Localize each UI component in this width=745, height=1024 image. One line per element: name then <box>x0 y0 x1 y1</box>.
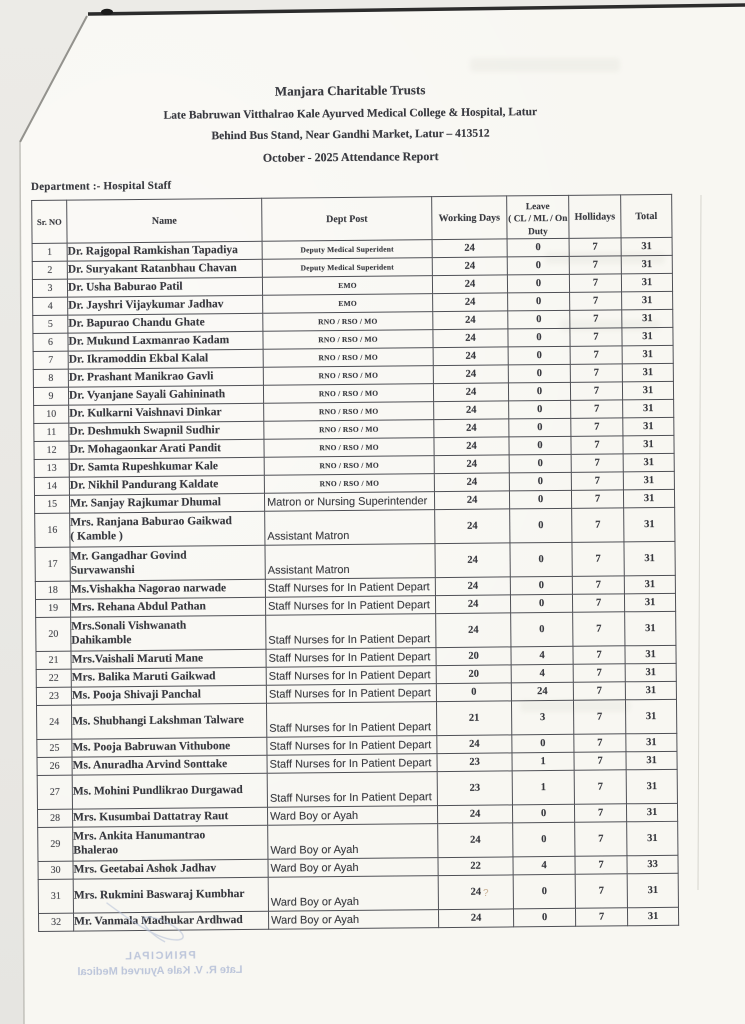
cell-holidays: 7 <box>575 856 627 874</box>
cell-working-days: 22 <box>438 857 513 876</box>
cell-working-days: 24 <box>437 805 512 824</box>
cell-dept-post: Deputy Medical Superident <box>262 240 432 260</box>
cell-working-days: 20 <box>436 647 511 666</box>
cell-working-days: 24 <box>432 275 507 294</box>
cell-working-days: 24 <box>435 543 510 578</box>
cell-working-days: 24 <box>433 365 508 384</box>
cell-name: Dr. Kulkarni Vaishnavi Dinkar <box>69 403 264 423</box>
cell-leave: 0 <box>513 874 575 909</box>
cell-working-days: 24 <box>433 383 508 402</box>
cell-total: 31 <box>622 309 673 327</box>
cell-total: 31 <box>623 435 674 453</box>
cell-total: 31 <box>622 345 673 363</box>
cell-leave: 0 <box>510 594 572 613</box>
cell-working-days: 24 <box>438 823 513 858</box>
cell-leave: 0 <box>513 822 575 857</box>
cell-sr-no: 6 <box>33 333 68 351</box>
cell-total: 31 <box>624 507 675 541</box>
cell-holidays: 7 <box>573 700 625 734</box>
cell-dept-post: Matron or Nursing Superintender <box>264 492 434 512</box>
header-working-days: Working Days <box>432 196 507 240</box>
cell-total: 31 <box>625 663 676 681</box>
cell-working-days: 21 <box>436 701 511 736</box>
cell-dept-post: Ward Boy or Ayah <box>268 910 438 930</box>
cell-sr-no: 9 <box>33 387 68 405</box>
cell-working-days: 24 <box>434 419 509 438</box>
cell-name: Dr. Mohagaonkar Arati Pandit <box>69 439 264 459</box>
cell-total: 31 <box>627 873 678 907</box>
cell-holidays: 7 <box>572 576 624 594</box>
cell-name: Mr. Vanmala Madhukar Ardhwad <box>73 911 268 931</box>
cell-dept-post: RNO / RSO / MO <box>263 348 433 368</box>
header-name: Name <box>67 198 262 243</box>
cell-total: 31 <box>624 575 675 593</box>
cell-name: Mrs.Vaishali Maruti Mane <box>71 649 266 669</box>
cell-holidays: 7 <box>574 770 626 804</box>
header-leave-line2: ( CL / ML / On <box>508 213 568 225</box>
stray-ink-mark: ? <box>483 888 489 899</box>
cell-holidays: 7 <box>571 436 623 454</box>
cell-total: 31 <box>622 381 673 399</box>
cell-leave: 0 <box>511 612 573 647</box>
cell-sr-no: 4 <box>33 297 68 315</box>
department-label: Department :- Hospital Staff <box>30 179 172 193</box>
cell-name: Mrs.Sonali Vishwanath Dahikamble <box>71 615 266 651</box>
cell-leave: 0 <box>510 542 572 577</box>
cell-name: Dr. Jayshri Vijaykumar Jadhav <box>68 295 263 315</box>
cell-leave: 0 <box>512 804 574 823</box>
cell-total: 31 <box>627 821 678 855</box>
table-header-row <box>32 194 672 243</box>
cell-leave: 4 <box>511 664 573 683</box>
cell-sr-no: 22 <box>36 669 71 687</box>
cell-name: Dr. Nikhil Pandurang Kaldate <box>69 475 264 495</box>
attendance-table-body <box>32 237 679 931</box>
cell-total: 31 <box>622 327 673 345</box>
cell-working-days: 24 <box>434 437 509 456</box>
cell-working-days: 20 <box>436 665 511 684</box>
cell-name: Dr. Ikramoddin Ekbal Kalal <box>68 349 263 369</box>
cell-sr-no: 14 <box>34 477 69 495</box>
bleedthrough-smudge <box>470 58 620 72</box>
cell-leave: 0 <box>507 256 569 275</box>
scanner-edge-blob <box>101 9 113 15</box>
cell-sr-no: 17 <box>35 547 70 581</box>
stamp-principal-text: PRINCIPAL <box>123 949 196 963</box>
cell-holidays: 7 <box>569 256 621 274</box>
cell-dept-post: Ward Boy or Ayah <box>268 858 438 878</box>
cell-sr-no: 5 <box>33 315 68 333</box>
cell-leave: 0 <box>510 576 572 595</box>
cell-dept-post: RNO / RSO / MO <box>263 366 433 386</box>
cell-total: 31 <box>623 399 674 417</box>
cell-dept-post: Deputy Medical Superident <box>262 258 432 278</box>
cell-sr-no: 24 <box>37 705 72 739</box>
cell-sr-no: 27 <box>37 775 72 809</box>
cell-dept-post: RNO / RSO / MO <box>264 474 434 494</box>
cell-sr-no: 3 <box>32 279 67 297</box>
cell-working-days: 23 <box>437 771 512 806</box>
cell-working-days: 24 <box>432 239 507 258</box>
cell-leave: 4 <box>511 646 573 665</box>
cell-sr-no: 28 <box>38 809 73 827</box>
cell-dept-post: Ward Boy or Ayah <box>268 876 438 912</box>
header-dept-post: Dept Post <box>262 197 432 242</box>
cell-leave: 0 <box>510 508 572 543</box>
cell-leave: 3 <box>511 700 573 735</box>
cell-name: Ms. Anuradha Arvind Sonttake <box>72 755 267 775</box>
cell-total: 31 <box>625 645 676 663</box>
cell-working-days: 23 <box>437 753 512 772</box>
cell-dept-post: RNO / RSO / MO <box>263 312 433 332</box>
cell-total: 31 <box>627 907 678 925</box>
cell-holidays: 7 <box>573 664 625 682</box>
cell-total: 31 <box>624 593 675 611</box>
cell-sr-no: 2 <box>32 261 67 279</box>
cell-dept-post: Ward Boy or Ayah <box>268 824 438 860</box>
cell-leave: 4 <box>513 856 575 875</box>
cell-holidays: 7 <box>569 274 621 292</box>
cell-name: Ms.Vishakha Nagorao narwade <box>70 579 265 599</box>
address-line: Behind Bus Stand, Near Gandhi Market, Latur – 413512 <box>211 127 490 143</box>
cell-holidays: 7 <box>570 328 622 346</box>
cell-total: 31 <box>621 273 672 291</box>
cell-leave: 1 <box>512 770 574 805</box>
cell-sr-no: 18 <box>35 581 70 599</box>
cell-total: 31 <box>624 541 675 575</box>
cell-total: 31 <box>626 733 677 751</box>
cell-name: Dr. Mukund Laxmanrao Kadam <box>68 331 263 351</box>
report-title: October - 2025 Attendance Report <box>262 149 439 165</box>
cell-dept-post: Staff Nurses for In Patient Depart <box>265 596 435 616</box>
cell-holidays: 7 <box>571 472 623 490</box>
cell-name: Mr. Sanjay Rajkumar Dhumal <box>69 493 264 513</box>
cell-dept-post: Staff Nurses for In Patient Depart <box>266 648 436 668</box>
cell-dept-post: RNO / RSO / MO <box>264 402 434 422</box>
cell-dept-post: RNO / RSO / MO <box>264 456 434 476</box>
cell-working-days: 0 <box>436 683 511 702</box>
cell-holidays: 7 <box>575 908 627 926</box>
cell-sr-no: 23 <box>36 687 71 705</box>
cell-total: 31 <box>625 681 676 699</box>
cell-sr-no: 21 <box>36 651 71 669</box>
cell-dept-post: Assistant Matron <box>265 510 435 546</box>
cell-leave: 0 <box>507 274 569 293</box>
cell-holidays: 7 <box>570 364 622 382</box>
cell-total: 31 <box>623 453 674 471</box>
cell-dept-post: Staff Nurses for In Patient Depart <box>267 772 437 808</box>
cell-dept-post: Staff Nurses for In Patient Depart <box>265 578 435 598</box>
cell-sr-no: 32 <box>39 913 74 931</box>
cell-working-days: 24 <box>435 509 510 544</box>
cell-name: Ms. Pooja Shivaji Panchal <box>71 685 266 705</box>
cell-sr-no: 12 <box>34 441 69 459</box>
cell-leave: 0 <box>512 734 574 753</box>
cell-total: 31 <box>621 237 672 255</box>
cell-holidays: 7 <box>573 682 625 700</box>
cell-total: 31 <box>623 471 674 489</box>
cell-holidays: 7 <box>574 734 626 752</box>
cell-dept-post: RNO / RSO / MO <box>263 330 433 350</box>
cell-leave: 0 <box>508 364 570 383</box>
cell-working-days: 24 <box>436 613 511 648</box>
cell-dept-post: EMO <box>262 276 432 296</box>
signature-bleedthrough <box>99 895 220 949</box>
cell-dept-post: RNO / RSO / MO <box>264 438 434 458</box>
cell-leave: 0 <box>509 490 571 509</box>
cell-working-days: 24 <box>435 577 510 596</box>
cell-leave: 0 <box>508 310 570 329</box>
cell-sr-no: 19 <box>35 599 70 617</box>
trust-title: Manjara Charitable Trusts <box>274 82 426 99</box>
cell-total: 33 <box>627 855 678 873</box>
header-leave <box>507 195 569 239</box>
document-content <box>30 74 678 932</box>
cell-name: Mrs. Ankita Hanumantrao Bhalerao <box>73 825 268 861</box>
cell-name: Dr. Rajgopal Ramkishan Tapadiya <box>67 241 262 261</box>
cell-holidays: 7 <box>572 542 624 576</box>
attendance-table <box>31 194 679 932</box>
cell-dept-post: EMO <box>263 294 433 314</box>
cell-leave: 0 <box>508 346 570 365</box>
cell-name: Dr. Samta Rupeshkumar Kale <box>69 457 264 477</box>
cell-leave: 0 <box>508 382 570 401</box>
cell-dept-post: Staff Nurses for In Patient Depart <box>266 666 436 686</box>
college-title: Late Babruwan Vitthalrao Kale Ayurved Medical College & Hospital, Latur <box>163 106 538 122</box>
cell-holidays: 7 <box>575 874 627 908</box>
cell-sr-no: 15 <box>34 495 69 513</box>
cell-name: Ms. Shubhangi Lakshman Talware <box>72 703 267 739</box>
cell-working-days: 24 <box>433 347 508 366</box>
cell-sr-no: 20 <box>36 617 71 651</box>
cell-sr-no: 30 <box>38 861 73 879</box>
cell-name: Mrs. Kusumbai Dattatray Raut <box>73 807 268 827</box>
cell-holidays: 7 <box>573 646 625 664</box>
cell-total: 31 <box>622 363 673 381</box>
header-total: Total <box>621 194 672 237</box>
cell-holidays: 7 <box>574 752 626 770</box>
cell-sr-no: 29 <box>38 827 73 861</box>
document-header <box>30 74 671 168</box>
cell-name: Dr. Suryakant Ratanbhau Chavan <box>67 259 262 279</box>
cell-holidays: 7 <box>571 400 623 418</box>
cell-working-days: 24 <box>433 293 508 312</box>
cell-total: 31 <box>625 611 676 645</box>
cell-total: 31 <box>625 699 676 733</box>
cell-holidays: 7 <box>569 238 621 256</box>
cell-working-days: 24 <box>437 735 512 754</box>
cell-working-days: 24 <box>435 595 510 614</box>
cell-leave: 0 <box>508 292 570 311</box>
cell-dept-post: Staff Nurses for In Patient Depart <box>266 702 436 738</box>
cell-leave: 0 <box>509 454 571 473</box>
cell-sr-no: 10 <box>34 405 69 423</box>
cell-total: 31 <box>621 255 672 273</box>
header-sr-no: Sr. NO <box>32 200 67 243</box>
cell-holidays: 7 <box>572 594 624 612</box>
cell-dept-post: RNO / RSO / MO <box>263 384 433 404</box>
cell-leave: 1 <box>512 752 574 771</box>
cell-name: Dr. Usha Baburao Patil <box>67 277 262 297</box>
cell-working-days: 24 <box>438 875 513 910</box>
cell-name: Mrs. Rehana Abdul Pathan <box>70 597 265 617</box>
cell-sr-no: 26 <box>37 757 72 775</box>
cell-name: Dr. Bapurao Chandu Ghate <box>68 313 263 333</box>
cell-holidays: 7 <box>571 418 623 436</box>
cell-total: 31 <box>623 417 674 435</box>
cell-working-days: 24 <box>434 401 509 420</box>
cell-holidays: 7 <box>574 804 626 822</box>
cell-holidays: 7 <box>572 508 624 542</box>
mirrored-principal-stamp <box>51 895 267 979</box>
cell-name: Dr. Vyanjane Sayali Gahininath <box>68 385 263 405</box>
cell-sr-no: 1 <box>32 243 67 261</box>
cell-holidays: 7 <box>570 292 622 310</box>
cell-name: Mrs. Rukmini Baswaraj Kumbhar <box>73 877 268 913</box>
cell-holidays: 7 <box>571 490 623 508</box>
cell-holidays: 7 <box>575 822 627 856</box>
cell-dept-post: Staff Nurses for In Patient Depart <box>266 614 436 650</box>
header-leave-line3: Duty <box>528 226 548 237</box>
cell-name: Ms. Mohini Pundlikrao Durgawad <box>72 773 267 809</box>
cell-working-days: 24 <box>434 455 509 474</box>
cell-total: 31 <box>623 489 674 507</box>
cell-sr-no: 8 <box>33 369 68 387</box>
cell-total: 31 <box>626 803 677 821</box>
cell-sr-no: 7 <box>33 351 68 369</box>
cell-total: 31 <box>626 769 677 803</box>
cell-dept-post: RNO / RSO / MO <box>264 420 434 440</box>
cell-dept-post: Assistant Matron <box>265 544 435 580</box>
cell-holidays: 7 <box>570 382 622 400</box>
cell-name: Mrs. Ranjana Baburao Gaikwad ( Kamble ) <box>70 511 265 547</box>
cell-leave: 0 <box>513 908 575 927</box>
stamp-college-text: Late R. V. Kale Ayurved Medical <box>77 963 243 979</box>
cell-name: Mr. Gangadhar Govind Survawanshi <box>70 545 265 581</box>
cell-name: Mrs. Geetabai Ashok Jadhav <box>73 859 268 879</box>
cell-sr-no: 31 <box>38 879 73 913</box>
cell-working-days: 24 <box>434 473 509 492</box>
cell-total: 31 <box>622 291 673 309</box>
cell-dept-post: Staff Nurses for In Patient Depart <box>267 754 437 774</box>
cell-holidays: 7 <box>573 612 625 646</box>
cell-sr-no: 16 <box>35 513 70 547</box>
cell-working-days: 24 <box>434 491 509 510</box>
header-holidays: Hollidays <box>569 195 621 238</box>
cell-leave: 0 <box>509 400 571 419</box>
cell-dept-post: Staff Nurses for In Patient Depart <box>266 684 436 704</box>
cell-name: Ms. Pooja Babruwan Vithubone <box>72 737 267 757</box>
cell-name: Dr. Prashant Manikrao Gavli <box>68 367 263 387</box>
cell-dept-post: Staff Nurses for In Patient Depart <box>267 736 437 756</box>
cell-dept-post: Ward Boy or Ayah <box>267 806 437 826</box>
cell-sr-no: 11 <box>34 423 69 441</box>
header-leave-line1: Leave <box>525 201 550 212</box>
cell-leave: 24 <box>511 682 573 701</box>
cell-name: Mrs. Balika Maruti Gaikwad <box>71 667 266 687</box>
cell-working-days: 24 <box>433 311 508 330</box>
cell-holidays: 7 <box>570 310 622 328</box>
cell-working-days: 24 <box>438 909 513 928</box>
cell-working-days: 24 <box>433 329 508 348</box>
cell-leave: 0 <box>509 418 571 437</box>
cell-leave: 0 <box>507 238 569 257</box>
cell-leave: 0 <box>509 436 571 455</box>
cell-holidays: 7 <box>570 346 622 364</box>
cell-name: Dr. Deshmukh Swapnil Sudhir <box>69 421 264 441</box>
cell-working-days: 24 <box>432 257 507 276</box>
cell-sr-no: 25 <box>37 739 72 757</box>
cell-holidays: 7 <box>571 454 623 472</box>
cell-total: 31 <box>626 751 677 769</box>
cell-leave: 0 <box>508 328 570 347</box>
cell-sr-no: 13 <box>34 459 69 477</box>
cell-leave: 0 <box>509 472 571 491</box>
